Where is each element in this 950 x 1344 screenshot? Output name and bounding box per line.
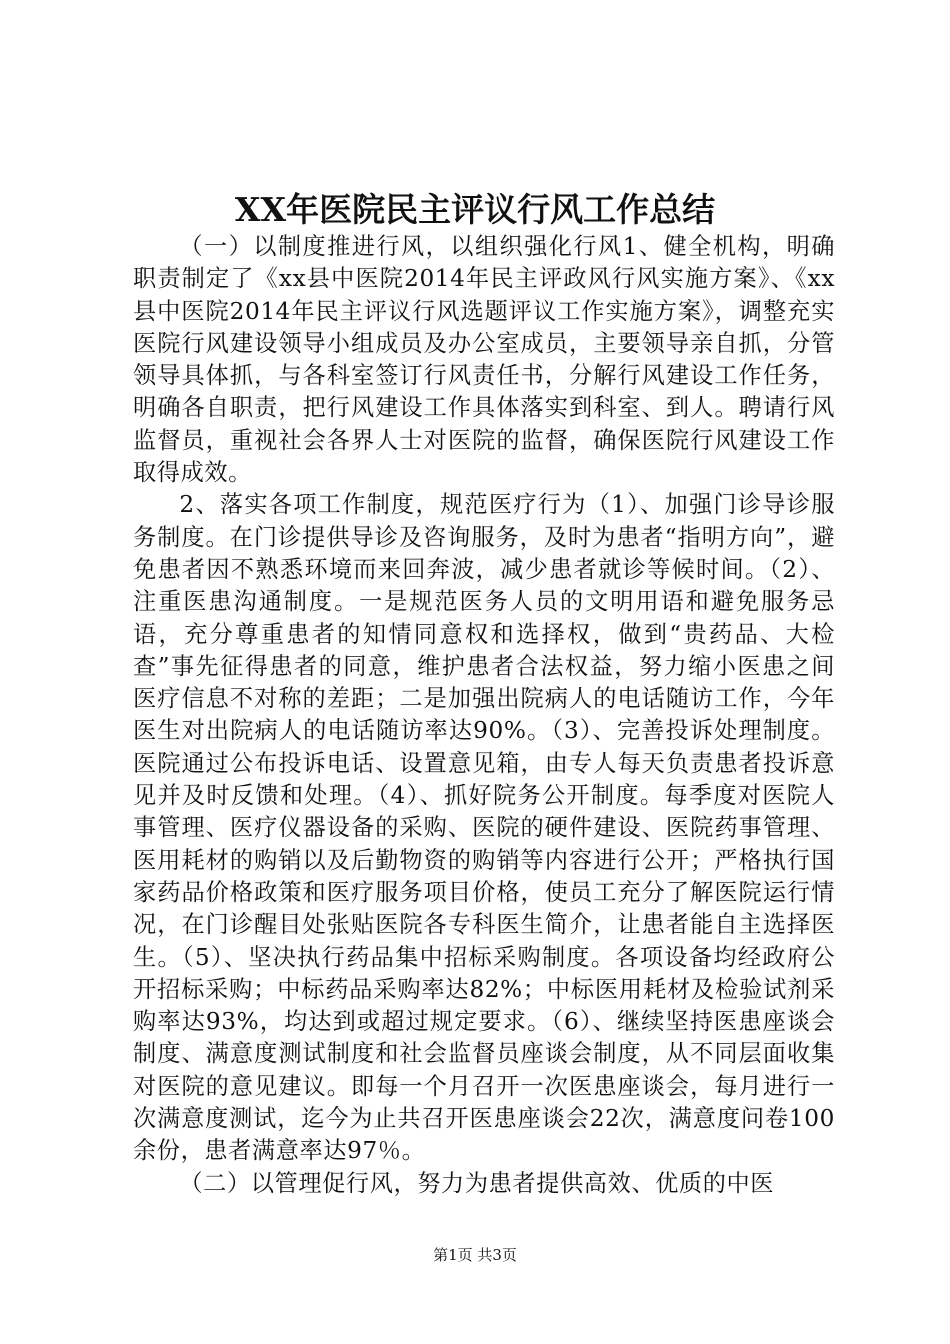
page-number-footer: 第1页 共3页 bbox=[433, 1246, 517, 1264]
paragraph-management: （二）以管理促行风，努力为患者提供高效、优质的中医 bbox=[179, 1169, 775, 1197]
document-body bbox=[133, 231, 835, 1200]
paragraph-organization: （一）以制度推进行风，以组织强化行风1、健全机构，明确职责制定了《xx县中医院2014年民主评政风行风实施方案》、《xx县中医院2014年民主评议行风选题评议工作实施方案》，调整充实医院行风建设领导小组成员及办公室成员，主要领导亲自抓，分管领导具体抓，与各科室签订行风责任书，分解行风建设工作任务，明确各自职责，把行风建设工作具体落实到科室、到人。聘请行风监督员，重视社会各界人士对医院的监督，确保医院行风建设工作取得成效。 bbox=[133, 233, 835, 487]
document-title: XX年医院民主评议行风工作总结 bbox=[234, 190, 716, 229]
paragraph-work-systems: 2、落实各项工作制度，规范医疗行为（1）、加强门诊导诊服务制度。在门诊提供导诊及咨询服务，及时为患者“指明方向”，避免患者因不熟悉环境而来回奔波，减少患者就诊等候时间。（2）、注重医患沟通制度。一是规范医务人员的文明用语和避免服务忌语，充分尊重患者的知情同意权和选择权，做到“贵药品、大检查”事先征得患者的同意，维护患者合法权益，努力缩小医患之间医疗信息不对称的差距；二是加强出院病人的电话随访工作，今年医生对出院病人的电话随访率达90%。（3）、完善投诉处理制度。医院通过公布投诉电话、设置意见箱，由专人每天负责患者投诉意见并及时反馈和处理。（4）、抓好院务公开制度。每季度对医院人事管理、医疗仪器设备的采购、医院的硬件建设、医院药事管理、医用耗材的购销以及后勤物资的购销等内容进行公开；严格执行国家药品价格政策和医疗服务项目价格，使员工充分了解医院运行情况，在门诊醒目处张贴医院各专科医生简介，让患者能自主选择医生。（5）、坚决执行药品集中招标采购制度。各项设备均经政府公开招标采购；中标药品采购率达82%；中标医用耗材及检验试剂采购率达93%，均达到或超过规定要求。（6）、继续坚持医患座谈会制度、满意度测试制度和社会监督员座谈会制度，从不同层面收集对医院的意见建议。即每一个月召开一次医患座谈会，每月进行一次满意度测试，迄今为止共召开医患座谈会22次，满意度问卷100余份，患者满意率达97％。 bbox=[133, 491, 835, 1165]
